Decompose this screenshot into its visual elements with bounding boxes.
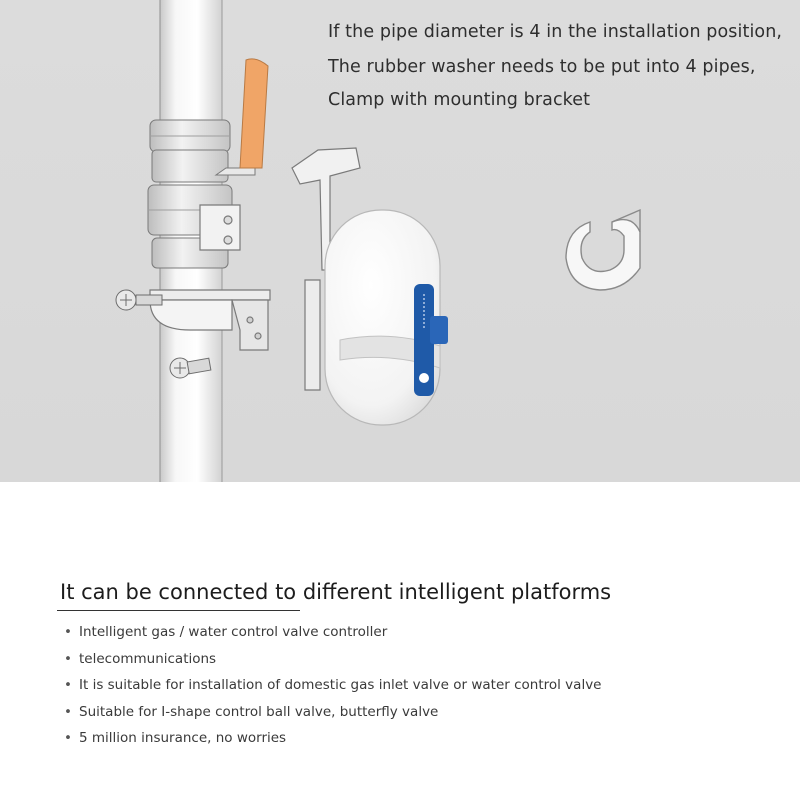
features-title: It can be connected to different intelligent platforms	[60, 580, 612, 604]
title-underline	[57, 610, 300, 611]
feature-item	[64, 622, 602, 649]
valve-controller-device	[325, 210, 448, 425]
feature-item	[64, 649, 602, 676]
feature-text: It is suitable for installation of domestic gas inlet valve or water control valve	[79, 677, 602, 693]
feature-text: telecommunications	[79, 650, 217, 667]
feature-text: Suitable for I-shape control ball valve, butterfly valve	[79, 703, 439, 720]
bullet-icon: •	[64, 624, 72, 640]
bullet-icon: •	[64, 650, 72, 667]
installation-note-line: If the pipe diameter is 4 in the installation position,	[328, 22, 783, 42]
feature-item	[64, 702, 602, 729]
feature-text: Intelligent gas / water control valve controller	[79, 624, 388, 640]
bullet-icon: •	[64, 703, 72, 720]
bullet-icon: •	[64, 677, 72, 693]
feature-item	[64, 728, 602, 755]
feature-item	[64, 675, 602, 702]
feature-text: 5 million insurance, no worries	[79, 730, 287, 746]
installation-note-line: Clamp with mounting bracket	[328, 90, 591, 110]
feature-list	[64, 622, 602, 755]
installation-note-line: The rubber washer needs to be put into 4 pipes,	[328, 57, 756, 77]
pipe-clip	[566, 210, 640, 290]
bullet-icon: •	[64, 730, 72, 746]
